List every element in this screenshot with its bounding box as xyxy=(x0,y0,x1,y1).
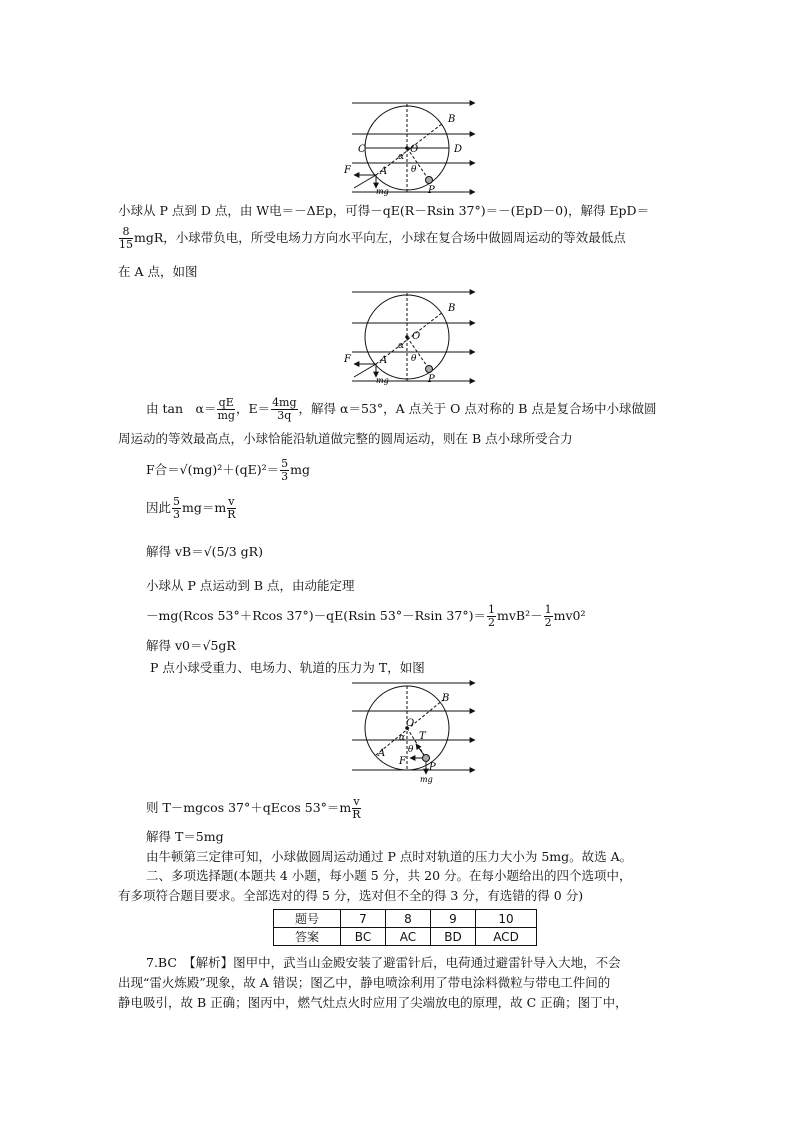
number-cell: 9 xyxy=(431,910,476,928)
line-3: 在 A 点，如图 xyxy=(118,264,198,279)
line-18: 7.BC 【解析】图甲中，武当山金殿安装了避雷针后，电荷通过避雷针导入大地，不会 xyxy=(146,955,621,970)
answer-cell: BC xyxy=(341,928,386,946)
circle-track-figure-3 xyxy=(340,676,480,784)
answer-cell: AC xyxy=(386,928,431,946)
number-cell: 8 xyxy=(386,910,431,928)
line-13: 则 T－mgcos 37°＋qEcos 53°＝m $\frac{v}{R}$ xyxy=(146,795,361,821)
label-p: P xyxy=(429,762,436,773)
label-mg: mg xyxy=(376,376,389,385)
line-5: 周运动的等效最高点，小球恰能沿轨道做完整的圆周运动，则在 B 点小球所受合力 xyxy=(118,431,573,446)
label-f: F xyxy=(344,354,351,365)
label-alpha: α xyxy=(398,341,405,351)
line-12: P 点小球受重力、电场力、轨道的压力为 T，如图 xyxy=(150,660,425,675)
label-a: A xyxy=(380,355,388,366)
answer-cell: ACD xyxy=(476,928,537,946)
label-d: D xyxy=(454,144,463,155)
answer-label-cell: 答案 xyxy=(274,928,341,946)
table-row xyxy=(274,910,537,928)
line-16: 二、多项选择题(本题共 4 小题，每小题 5 分，共 20 分。在每小题给出的四个选项中， xyxy=(146,868,632,883)
line-10: －mg(Rcos 53°＋Rcos 37°)－qE(Rsin 53°－Rsin 37°)＝ $\frac{1}{2}$ mvB²－ $\frac{1}{2}$ mv0² xyxy=(146,603,586,629)
number-cell: 7 xyxy=(341,910,386,928)
answer-cell: BD xyxy=(431,928,476,946)
label-p: P xyxy=(428,374,435,385)
line-8: 解得 vB＝√(5/3 gR) xyxy=(146,544,263,559)
label-f: F xyxy=(399,756,406,767)
line-17: 有多项符合题目要求。全部选对的得 5 分，选对但不全的得 3 分，有选错的得 0 分) xyxy=(118,888,584,903)
line-6: F合＝√(mg)²＋(qE)²＝ $\frac{5}{3}$ mg xyxy=(146,457,311,483)
line-4: 由 tan α＝ $\frac{qE}{mg}$ ，E＝ $\frac{4mg}{3q}$ ，解得 α＝53°，A 点关于 O 点对称的 B 点是复合场中小球做圆 xyxy=(146,396,657,422)
label-t: T xyxy=(419,731,426,742)
label-b: B xyxy=(442,693,450,704)
line-9: 小球从 P 点运动到 B 点，由动能定理 xyxy=(146,578,355,593)
header-label-cell: 题号 xyxy=(274,910,341,928)
line-15: 由牛顿第三定律可知，小球做圆周运动通过 P 点时对轨道的压力大小为 5mg。故选 A。 xyxy=(146,849,633,864)
label-b: B xyxy=(448,114,456,125)
line-11: 解得 v0＝√5gR xyxy=(146,638,236,653)
label-f: F xyxy=(344,165,351,176)
line-14: 解得 T＝5mg xyxy=(146,829,224,844)
line-20: 静电吸引，故 B 正确；图丙中，燃气灶点火时应用了尖端放电的原理，故 C 正确；图丁中， xyxy=(118,995,628,1010)
label-b: B xyxy=(448,303,456,314)
label-mg: mg xyxy=(420,775,433,784)
label-alpha: α xyxy=(398,152,405,162)
label-mg: mg xyxy=(376,187,389,196)
label-a: A xyxy=(380,166,388,177)
label-theta: θ xyxy=(411,165,417,175)
label-o: O xyxy=(406,718,415,729)
label-o: O xyxy=(412,331,421,342)
table-row xyxy=(274,928,537,946)
label-c: C xyxy=(358,144,366,155)
label-p: P xyxy=(428,185,435,196)
label-o: O xyxy=(410,144,419,155)
label-a: A xyxy=(378,748,386,759)
number-cell: 10 xyxy=(476,910,537,928)
label-theta: θ xyxy=(411,354,417,364)
line-7: 因此 $\frac{5}{3}$ mg＝m $\frac{v}{R}$ xyxy=(146,495,236,521)
line-1: 小球从 P 点到 D 点，由 W电＝－ΔEp，可得－qE(R－Rsin 37°)＝－(EpD－0)，解得 EpD＝ xyxy=(118,203,650,218)
circle-track-figure-2 xyxy=(340,285,480,385)
circle-track-figure-1 xyxy=(340,96,480,196)
label-alpha: α xyxy=(399,733,406,743)
line-2: $\frac{8}{15}$ mgR，小球带负电，所受电场力方向水平向左，小球在复合场中做圆周运动的等效最低点 xyxy=(119,225,626,251)
label-theta: θ xyxy=(408,745,414,755)
answer-table xyxy=(273,909,537,946)
line-19: 出现“雷火炼殿”现象，故 A 错误；图乙中，静电喷涂利用了带电涂料微粒与带电工件间的 xyxy=(118,975,611,990)
